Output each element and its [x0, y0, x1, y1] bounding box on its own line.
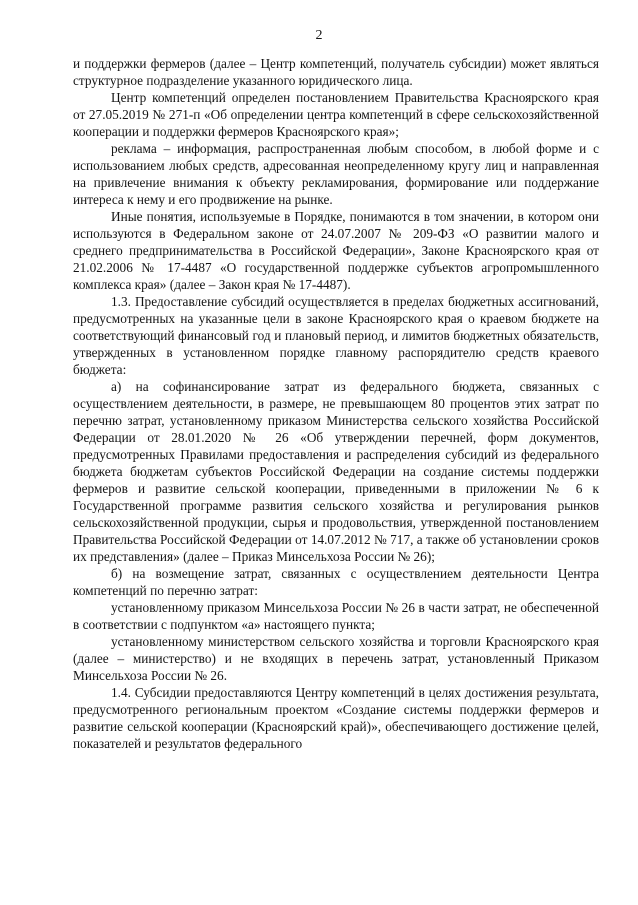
paragraph: реклама – информация, распространенная любым способом, в любой форме и с использованием любых средств, адресованная неопределенному кругу лиц и направленная на привлечение внимания к объекту рекламирования, формирование или поддержание интереса к нему и его продвижение на рынке.: [73, 141, 599, 207]
paragraph: и поддержки фермеров (далее – Центр компетенций, получатель субсидии) может являться структурное подразделение указанного юридического лица.: [73, 56, 599, 88]
paragraph: б) на возмещение затрат, связанных с осуществлением деятельности Центра компетенций по перечню затрат:: [73, 566, 599, 598]
paragraph: установленному приказом Минсельхоза России № 26 в части затрат, не обеспеченной в соответствии с подпунктом «а» настоящего пункта;: [73, 600, 599, 632]
paragraph: Центр компетенций определен постановлением Правительства Красноярского края от 27.05.2019 № 271-п «Об определении центра компетенций в сфере сельскохозяйственной кооперации и поддержки фермеров Красноярского края»;: [73, 90, 599, 139]
paragraph: установленному министерством сельского хозяйства и торговли Красноярского края (далее – министерство) и не входящих в перечень затрат, установленный Приказом Минсельхоза России № 26.: [73, 634, 599, 683]
paragraph: 1.4. Субсидии предоставляются Центру компетенций в целях достижения результата, предусмотренного региональным проектом «Создание системы поддержки фермеров и развитие сельской кооперации (Красноярский край)», обеспечивающего достижение целей, показателей и результатов федерального: [73, 685, 599, 751]
document-body: [73, 55, 599, 752]
page-number: 2: [315, 28, 323, 43]
paragraph: а) на софинансирование затрат из федерального бюджета, связанных с осуществлением деятельности, в размере, не превышающем 80 процентов этих затрат по перечню затрат, установленному приказом Министерства сельского хозяйства Российской Федерации от 28.01.2020 № 26 «Об утверждении перечней, форм документов, предусмотренных Правилами предоставления и распределения субсидий из федерального бюджета бюджетам субъектов Российской Федерации на создание системы поддержки фермеров и развитие сельской кооперации, приведенными в приложении № 6 к Государственной программе развития сельского хозяйства и регулирования рынков сельскохозяйственной продукции, сырья и продовольствия, утвержденной постановлением Правительства Российской Федерации от 14.07.2012 № 717, а также об установлении сроков их представления» (далее – Приказ Минсельхоза России № 26);: [73, 379, 599, 564]
paragraph: 1.3. Предоставление субсидий осуществляется в пределах бюджетных ассигнований, предусмотренных на указанные цели в законе Красноярского края о краевом бюджете на соответствующий финансовый год и плановый период, и лимитов бюджетных обязательств, утвержденных в установленном порядке главному распорядителю средств краевого бюджета:: [73, 294, 599, 377]
paragraph: Иные понятия, используемые в Порядке, понимаются в том значении, в котором они используются в Федеральном законе от 24.07.2007 № 209-ФЗ «О развитии малого и среднего предпринимательства в Российской Федерации», Законе Красноярского края от 21.02.2006 № 17-4487 «О государственной поддержке субъектов агропромышленного комплекса края» (далее – Закон края № 17-4487).: [73, 209, 599, 292]
